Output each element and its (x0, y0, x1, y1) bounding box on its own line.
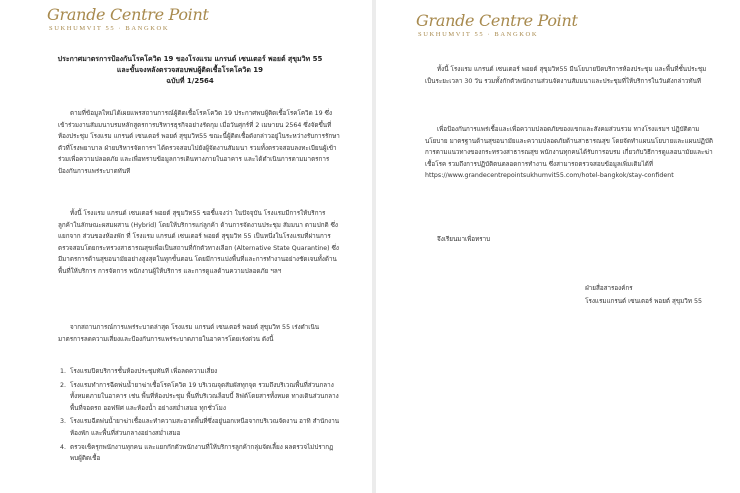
document-page-2 (378, 0, 740, 493)
list-item (58, 366, 340, 378)
measures-list (58, 366, 340, 467)
list-number: 2. (60, 381, 67, 389)
logo-subtitle: SUKHUMVIT 55 · BANGKOK (49, 25, 170, 32)
hotel-logo (47, 6, 209, 33)
paragraph-5: เพื่อป้องกันการแพร่เชื้อและเพื่อความปลอดภัยของแขกและสังคมส่วนรวม ทางโรงแรมฯ ปฏิบัติตามนโยบาย มาตรฐานด้านสุขอนามัยและความปลอดภัยด้านสาธารณสุข โดยจัดทำแผนนโยบายและแผนปฏิบัติการตามแนวทางของกระทรวงสาธารณสุข พนักงานทุกคนได้รับการอบรม เกี่ยวกับวิธีการดูแลอนามัยและฆ่าเชื้อโรค รวมถึงการปฏิบัติตนตลอดการทำงาน ซึ่งสามารถตรวจสอบข้อมูลเพิ่มเติมได้ที่ https://www.grandecentrepointsukhumvit55.com/hotel-bangkok/stay-confident (425, 126, 713, 180)
list-text: โรงแรมทำการฉีดพ่นน้ำยาฆ่าเชื้อโรคโควิด 19 บริเวณจุดสัมผัสทุกจุด รวมถึงบริเวณพื้นที่ส่วนกลางทั้งหมดภายในอาคาร เช่น พื้นที่ห้องประชุม พื้นที่บริเวณล็อบบี้ ลิฟต์โดยสารทั้งหมด ทางเดินส่วนกลาง พื้นที่จอดรถ ออฟฟิศ และห้องน้ำ อย่างสม่ำเสมอ ทุกชั่วโมง (70, 381, 339, 412)
list-text: โรงแรมฉีดพ่นน้ำยาฆ่าเชื้อและทำความสะอาดพื้นที่ซึ่งอยู่นอกเหนือจากบริเวณจัดงาน อาทิ สำนักงาน ห้องพัก และพื้นที่ส่วนกลางอย่างสม่ำเสมอ (70, 418, 340, 437)
signature-block (585, 282, 702, 308)
title-issue-number: ฉบับที่ 1/2564 (166, 77, 214, 85)
logo-subtitle: SUKHUMVIT 55 · BANGKOK (418, 31, 539, 38)
list-item (58, 416, 340, 439)
list-text: ตรวจเช็ครุกพนักงานทุกคน และแยกกักตัวพนักงานที่ให้บริการลูกค้ากลุ่มจัดเลี้ยง ผลตรวจไม่ปรากฏพบผู้ติดเชื้อ (70, 443, 334, 463)
page-gutter (372, 0, 376, 493)
paragraph-4: ทั้งนี้ โรงแรม แกรนด์ เซนเตอร์ พอยต์ สุขุมวิท55 มีนโยบายปิดบริการห้องประชุม และพื้นที่ชั้นประชุม เป็นระยะเวลา 30 วัน รวมทั้งกักตัวพนักงานส่วนจัดงานสัมมนาและประชุมที่ให้บริการในวันดังกล่าวทันที (425, 66, 707, 85)
paragraph-1: ตามที่ข้อมูลใหม่ได้เผยแพรสถานการณ์ผู้ติดเชื้อโรคโควิด 19 ประกาศพบผู้ติดเชื้อโรคโควิด 19 ซึ่งเข้าร่วมงานสัมมนาบรมหลักสูตรการบริหารธุรกิจอย่างรัดกุม เมื่อวันศุกร์ที่ 2 เมษายน 2564 ซึ่งจัดขึ้นที่ ห้องประชุม โรงแรม แกรนด์ เซนเตอร์ พอยต์ สุขุมวิท55 ขณะนี้ผู้ติดเชื้อดังกล่าวอยู่ในระหว่างรับการรักษาตัวที่โรงพยาบาล ฝ่ายบริหารจัดการฯ ได้ตรวจสอบไปยังผู้จัดงานสัมมนา รวมทั้งตรวจสอบลงทะเบียนผู้เข้าร่วมเพื่อความปลอดภัย และเพื่อทราบข้อมูลการเดินทางภายในอาคาร และได้ดำเนินการตามมาตรการป้องกันการแพร่ระบาดทันที (58, 110, 340, 175)
paragraph-3: จากสถานการณ์การแพร่ระบาดล่าสุด โรงแรม แกรนด์ เซนเตอร์ พอยต์ สุขุมวิท 55 เร่งดำเนินมาตรการลดความเสี่ยงและป้องกันการแพร่ระบาดภายในอาคารโดยเร่งด่วน ดังนี้ (58, 324, 320, 343)
hotel-logo (416, 12, 578, 39)
closing-line: จึงเรียนมาเพื่อทราบ (437, 236, 491, 243)
list-item (58, 442, 340, 465)
list-number: 4. (60, 443, 67, 451)
signature-department: ฝ่ายสื่อสารองค์กร (585, 285, 633, 292)
title-line: และขั้นจงหลังตรวจสอบพบผู้ติดเชื้อโรคโควิด 19 (116, 66, 264, 74)
announcement-title (40, 54, 340, 87)
list-number: 1. (60, 368, 67, 375)
logo-wordmark: Grande Centre Point (416, 11, 578, 30)
list-number: 3. (60, 418, 67, 426)
signature-organization: โรงแรมแกรนด์ เซนเตอร์ พอยต์ สุขุมวิท 55 (585, 298, 702, 305)
logo-wordmark: Grande Centre Point (47, 5, 209, 24)
title-line: ประกาศมาตรการป้องกันโรคโควิด 19 ของโรงแรม แกรนด์ เซนเตอร์ พอยต์ สุขุมวิท 55 (57, 55, 323, 63)
paragraph-2: ทั้งนี้ โรงแรม แกรนด์ เซนเตอร์ พอยต์ สุขุมวิท55 ขอชี้แจงว่า ในปัจจุบัน โรงแรมมีการให้บริการลูกค้าในลักษณะผสมผสาน (Hybrid) โดยให้บริการแก่ลูกค้า ด้านการจัดงานประชุม สัมมนา ตามปกติ ซึ่งแยกจาก ส่วนของห้องพัก ที่ โรงแรม แกรนด์ เซนเตอร์ พอยต์ สุขุมวิท 55 เป็นหนึ่งในโรงแรมที่ผ่านการตรวจสอบโดยกระทรวงสาธารณสุขเพื่อเป็นสถานที่กักตัวทางเลือก (Alternative State Quarantine) ซึ่งมีมาตรการด้านสุขอนามัยอย่างสูงสุดในทุกขั้นตอน โดยมีการแบ่งพื้นที่และการทำงานอย่างชัดเจนทั้งด้านพื้นที่ให้บริการ การจัดการ พนักงานผู้ให้บริการ และการดูแลด้านความปลอดภัย ฯลฯ (58, 210, 339, 275)
list-item (58, 380, 340, 415)
list-text: โรงแรมปิดบริการชั้นห้องประชุมทันที เพื่อลดความเสี่ยง (70, 368, 218, 375)
